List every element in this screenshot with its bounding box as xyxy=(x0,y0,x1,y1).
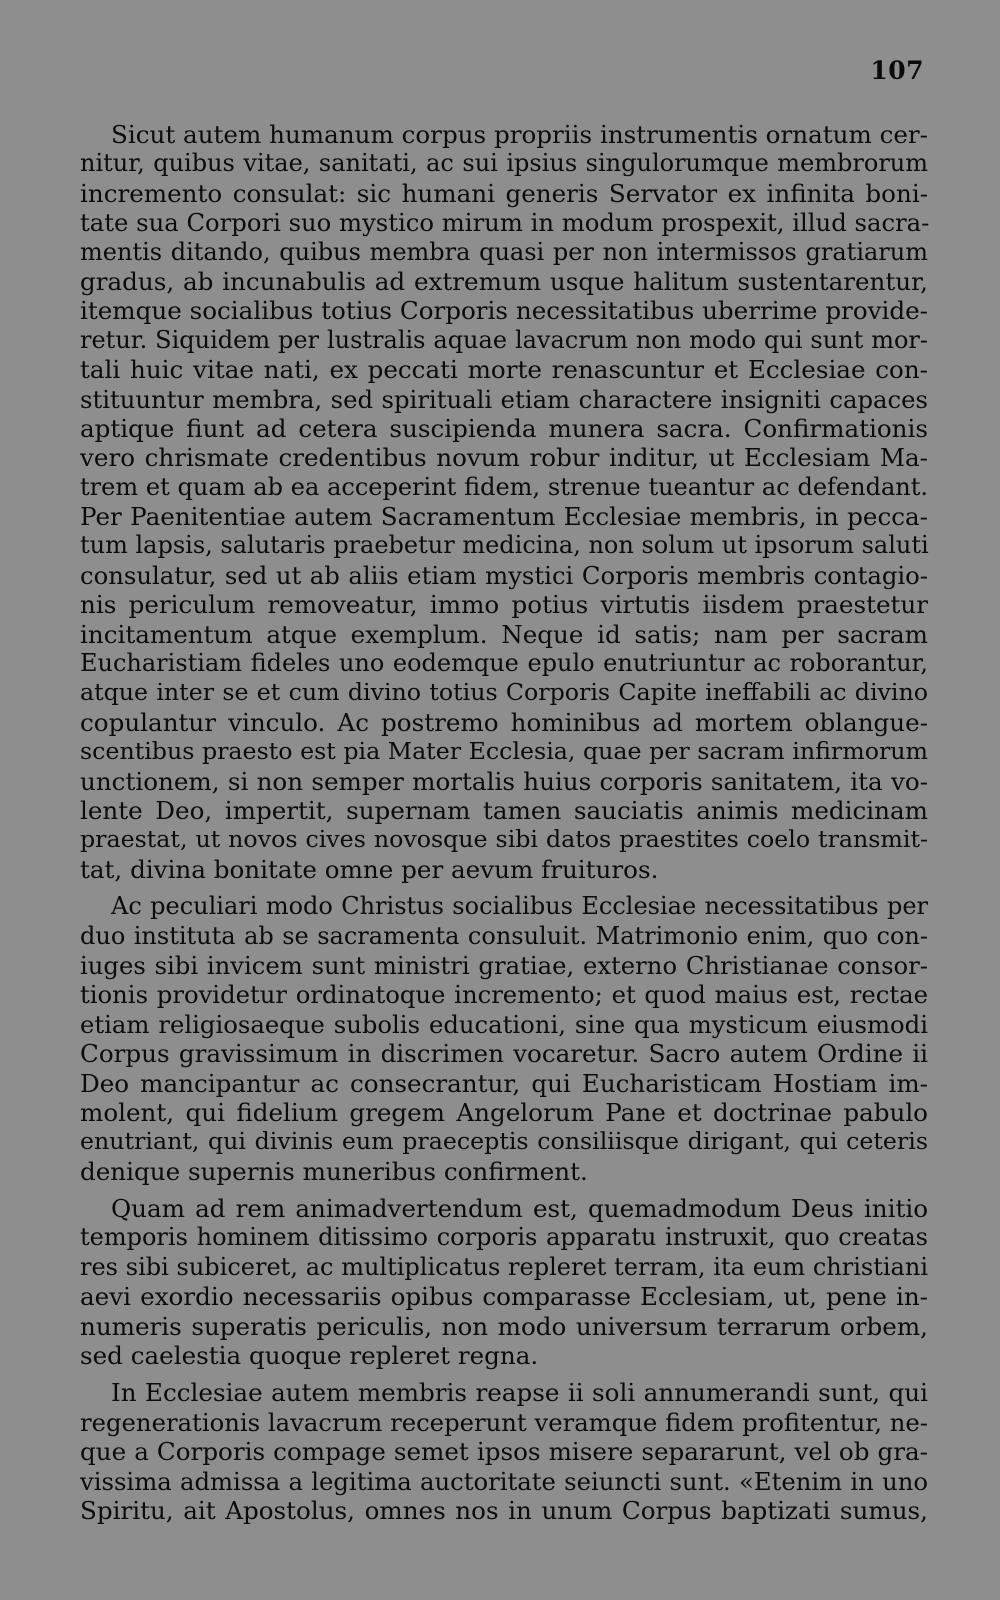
text-line: iuges sibi invicem sunt ministri gratiae, externo Christianae consor- xyxy=(80,950,928,980)
text-line: trem et quam ab ea acceperint fidem, strenue tueantur ac defendant. xyxy=(80,472,928,501)
text-line: que a Corporis compage semet ipsos misere separarunt, vel ob gra- xyxy=(80,1437,928,1467)
paragraph-gap xyxy=(80,1370,928,1378)
text-line: etiam religiosaeque subolis educationi, sine qua mysticum eiusmodi xyxy=(80,1009,928,1039)
text-line: Ac peculiari modo Christus socialibus Ecclesiae necessitatibus per xyxy=(111,892,928,921)
paragraph-3 xyxy=(80,1194,928,1370)
text-line: stituuntur membra, sed spirituali etiam charactere insigniti capaces xyxy=(80,384,928,414)
text-line: numeris superatis periculis, non modo universum terrarum orbem, xyxy=(80,1311,928,1341)
text-line: Per Paenitentiae autem Sacramentum Ecclesiae membris, in pecca- xyxy=(80,502,928,532)
text-line: res sibi subiceret, ac multiplicatus repleret terram, ita eum christiani xyxy=(80,1252,928,1281)
text-line: Spiritu, ait Apostolus, omnes nos in unum Corpus baptizati sumus, xyxy=(80,1495,928,1525)
text-line: molent, qui fidelium gregem Angelorum Pane et doctrinae pabulo xyxy=(80,1097,928,1127)
text-line: unctionem, si non semper mortalis huius corporis sanitatem, ita vo- xyxy=(80,766,928,796)
text-line: atque inter se et cum divino totius Corporis Capite ineffabili ac divino xyxy=(80,678,928,707)
page-number: 107 xyxy=(870,56,924,85)
text-line: aptique fiunt ad cetera suscipienda munera sacra. Confirmationis xyxy=(80,413,928,443)
text-line: Corpus gravissimum in discrimen vocaretur. Sacro autem Ordine ii xyxy=(80,1039,928,1069)
text-line: tionis providetur ordinatoque incremento; et quod maius est, rectae xyxy=(80,980,928,1010)
paragraph-4 xyxy=(80,1378,928,1525)
text-line: mentis ditando, quibus membra quasi per non intermissos gratiarum xyxy=(80,237,928,266)
text-line: consulatur, sed ut ab aliis etiam mystici Corporis membris contagio- xyxy=(80,560,928,590)
body-text xyxy=(80,120,928,1525)
text-line: Quam ad rem animadvertendum est, quemadmodum Deus initio xyxy=(111,1194,928,1224)
text-line: In Ecclesiae autem membris reapse ii soli annumerandi sunt, qui xyxy=(111,1378,928,1408)
text-line: sed caelestia quoque repleret regna. xyxy=(80,1341,539,1371)
text-line: Sicut autem humanum corpus propriis instrumentis ornatum cer- xyxy=(111,120,928,149)
text-line: retur. Siquidem per lustralis aquae lavacrum non modo qui sunt mor- xyxy=(80,325,928,354)
text-line: aevi exordio necessariis opibus comparasse Ecclesiam, ut, pene in- xyxy=(80,1282,928,1312)
text-line: Deo mancipantur ac consecrantur, qui Eucharisticam Hostiam im- xyxy=(80,1068,928,1098)
text-line: incremento consulat: sic humani generis Servator ex infinita boni- xyxy=(80,178,928,208)
text-line: duo instituta ab se sacramenta consuluit. Matrimonio enim, quo con- xyxy=(80,921,928,950)
text-line: Eucharistiam fideles uno eodemque epulo enutriuntur ac roborantur, xyxy=(80,649,928,678)
text-line: regenerationis lavacrum receperunt veramque fidem profitentur, ne- xyxy=(80,1407,928,1437)
text-line: lente Deo, impertit, supernam tamen sauciatis animis medicinam xyxy=(80,795,928,825)
text-line: nitur, quibus vitae, sanitati, ac sui ipsius singulorumque membrorum xyxy=(80,149,928,178)
paragraph-gap xyxy=(80,884,928,892)
text-line: tum lapsis, salutaris praebetur medicina, non solum ut ipsorum saluti xyxy=(80,531,929,560)
text-line: tat, divina bonitate omne per aevum fruituros. xyxy=(80,854,659,884)
text-line: tate sua Corpori suo mystico mirum in modum prospexit, illud sacra- xyxy=(80,208,930,238)
text-line: denique supernis muneribus confirment. xyxy=(80,1156,588,1186)
text-line: temporis hominem ditissimo corporis apparatu instruxit, quo creatas xyxy=(80,1223,928,1252)
text-line: itemque socialibus totius Corporis necessitatibus uberrime provide- xyxy=(80,296,928,326)
paragraph-2 xyxy=(80,892,928,1186)
text-line: nis periculum removeatur, immo potius virtutis iisdem praestetur xyxy=(80,590,928,620)
text-line: vero chrismate credentibus novum robur inditur, ut Ecclesiam Ma- xyxy=(80,443,928,473)
paragraph-gap xyxy=(80,1186,928,1194)
text-line: vissima admissa a legitima auctoritate seiuncti sunt. «Etenim in uno xyxy=(80,1466,928,1496)
text-line: copulantur vinculo. Ac postremo hominibus ad mortem oblangue- xyxy=(80,707,928,737)
text-line: tali huic vitae nati, ex peccati morte renascuntur et Ecclesiae con- xyxy=(80,355,928,385)
text-line: enutriant, qui divinis eum praeceptis consiliisque dirigant, qui ceteris xyxy=(80,1127,928,1156)
paragraph-1 xyxy=(80,120,928,884)
text-line: incitamentum atque exemplum. Neque id satis; nam per sacram xyxy=(80,619,928,649)
text-line: praestat, ut novos cives novosque sibi datos praestites coelo transmit- xyxy=(80,825,928,854)
text-line: scentibus praesto est pia Mater Ecclesia, quae per sacram infirmorum xyxy=(80,737,928,766)
text-line: gradus, ab incunabulis ad extremum usque halitum sustentarentur, xyxy=(80,266,928,296)
